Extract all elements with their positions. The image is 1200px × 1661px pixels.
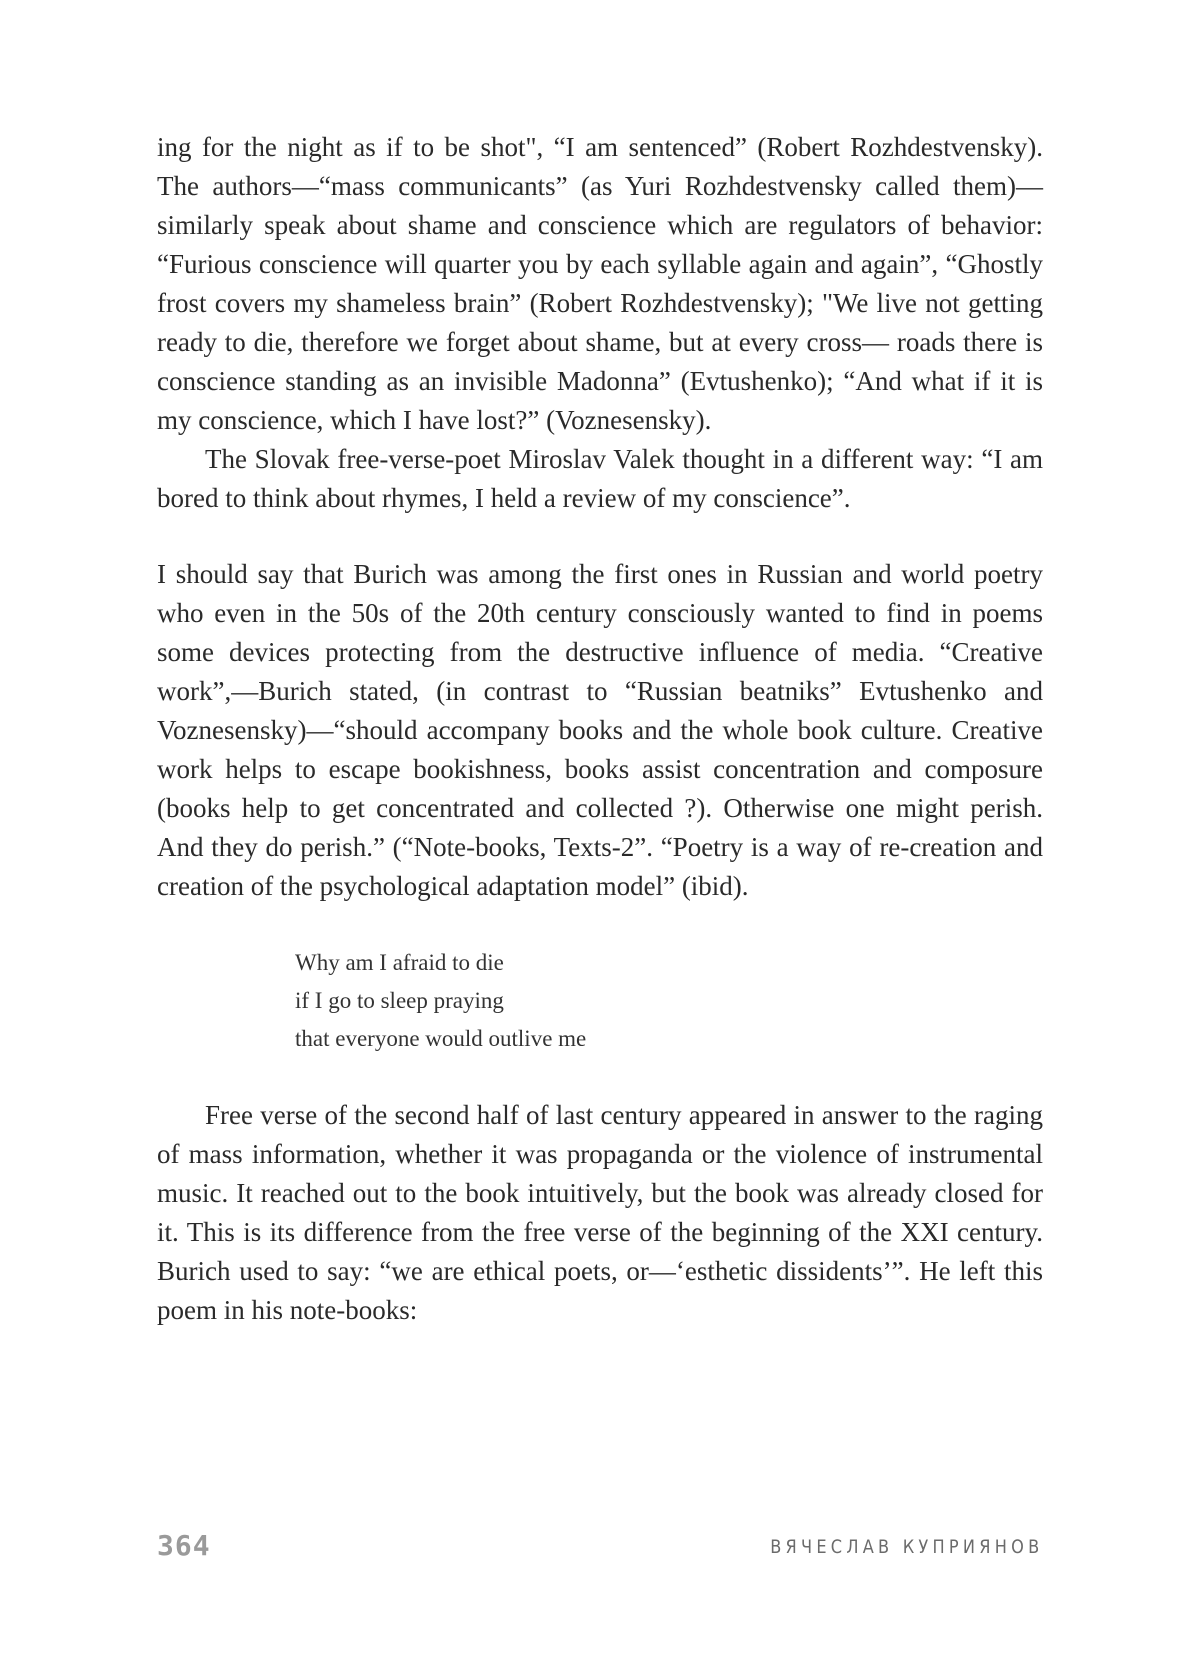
- paragraph-valek: The Slovak free-verse-poet Miroslav Valek thought in a different way: “I am bored to think about rhymes, I held a review of my conscience”.: [157, 444, 1043, 513]
- poem-line: Why am I afraid to die: [295, 950, 504, 975]
- section-break: [157, 518, 1043, 555]
- poem-block: [157, 944, 1043, 1058]
- poem-spacing-bottom: [157, 1058, 1043, 1096]
- paragraph-continued: ing for the night as if to be shot", “I am sentenced” (Robert Rozhdestvensky). The authors—“mass communicants” (as Yuri Rozhdestvensky called them)—similarly speak about shame and conscience which are regulators of behavior: “Furious conscience will quarter you by each syllable again and again”, “Ghostly frost covers my shameless brain” (Robert Rozhdestvensky); "We live not getting ready to die, therefore we forget about shame, but at every cross— roads there is conscience standing as an invisible Madonna” (Evtushenko); “And what if it is my conscience, which I have lost?” (Voznesensky).: [157, 132, 1043, 435]
- poem-line: if I go to sleep praying: [295, 988, 504, 1013]
- paragraph-free-verse: Free verse of the second half of last century appeared in answer to the raging of mass information, whether it was propaganda or the violence of instrumental music. It reached out to the book intuitively, but the book was already closed for it. This is its difference from the free verse of the beginning of the XXI century. Burich used to say: “we are ethical poets, or—‘esthetic dissidents’”. He left this poem in his note-books:: [157, 1100, 1043, 1325]
- poem-line: that everyone would outlive me: [295, 1026, 587, 1051]
- running-author: ВЯЧЕСЛАВ КУПРИЯНОВ: [769, 1536, 1043, 1558]
- body-text: [157, 128, 1043, 1330]
- page-footer: [157, 1528, 1043, 1564]
- poem-spacing-top: [157, 906, 1043, 944]
- paragraph-burich: I should say that Burich was among the first ones in Russian and world poetry who even in the 50s of the 20th century consciously wanted to find in poems some devices protecting from the destructive influence of media. “Creative work”,—Burich stated, (in contrast to “Russian beatniks” Evtushenko and Voznesensky)—“should accompany books and the whole book culture. Creative work helps to escape bookishness, books assist concentration and composure (books help to get concentrated and collected ?). Otherwise one might perish. And they do perish.” (“Note-books, Texts-2”. “Poetry is a way of re-creation and creation of the psychological adaptation model” (ibid).: [157, 559, 1043, 901]
- page-number: 364: [157, 1529, 211, 1562]
